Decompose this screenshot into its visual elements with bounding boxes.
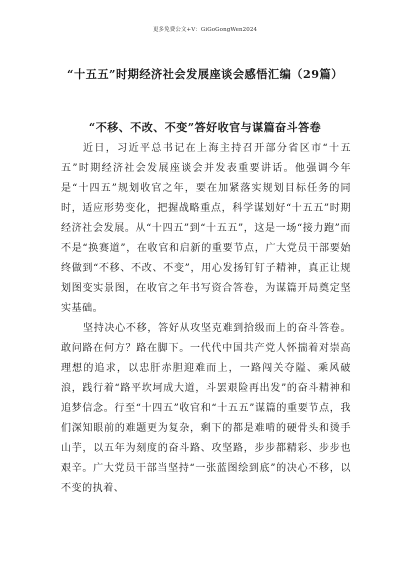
paragraph-1: 近日，习近平总书记在上海主持召开部分省区市“十五五”时期经济社会发展座谈会并发表重要讲话。他强调今年是“十四五”规划收官之年，要在加紧落实规划目标任务的同时，适应形势变化，把握战略重点，科学谋划好“十五五”时期经济社会发展。从“十四五”到“十五五”，这是一场“接力跑”而不是“换赛道”，在收官和启新的重要节点，广大党员干部要始终做到“不移、不改、不变”，用心发扬钉钉子精神，真正让规划图变实景图，在收官之年书写资合答卷，为谋篇开局奠定坚实基础。 bbox=[61, 143, 351, 314]
article-body bbox=[61, 139, 351, 499]
document-title: “十五五”时期经济社会发展座谈会感悟汇编（29篇） bbox=[67, 67, 343, 81]
header-note: 更多免费公文+V：GiGoGongWen2024 bbox=[152, 27, 258, 33]
paragraph-2: 坚持决心不移，答好从攻坚克难到拾级而上的奋斗答卷。敢问路在何方？路在脚下。一代代中国共产党人怀揣着对崇高理想的追求，以忠肝赤胆迎难而上，一路闯关夺隘、乘风破浪，践行着“路平坎坷成大道，斗罢艰险再出发”的奋斗精神和追梦信念。行至“十四五”收官和“十五五”谋篇的重要节点，我们深知眼前的难题更为复杂，剩下的都是难啃的硬骨头和烫手山芋，以五年为刻度的奋斗路、攻坚路，步步都精彩、步步也艰辛。广大党员干部当坚持“一张蓝图绘到底”的决心不移，以不变的执着、 bbox=[61, 323, 351, 494]
article-title: “不移、不改、不变”答好收官与谋篇奋斗答卷 bbox=[88, 121, 322, 134]
